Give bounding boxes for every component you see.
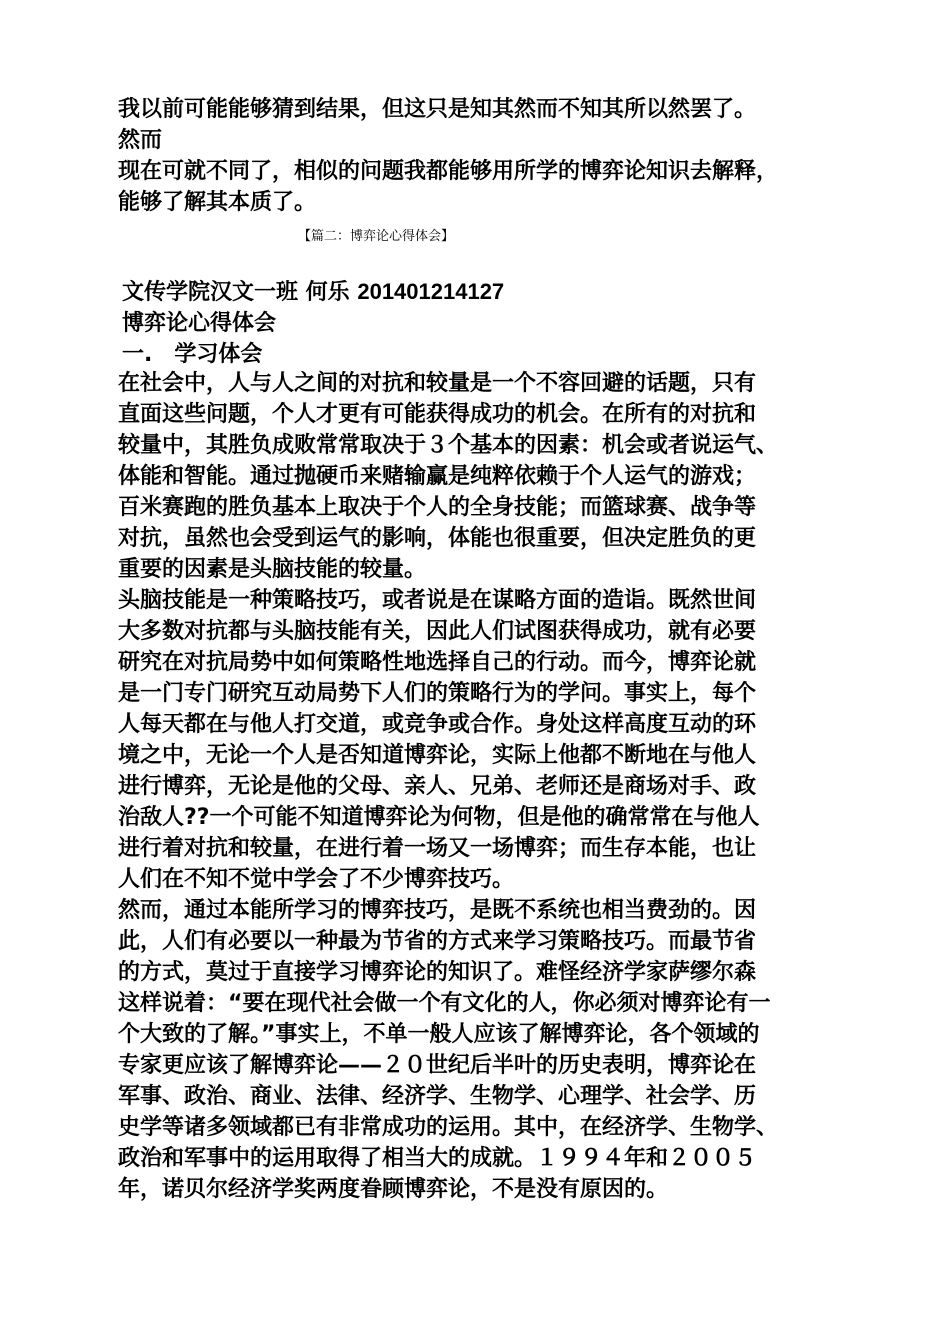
paragraph-line: 现在可就不同了，相似的问题我都能够用所学的博弈论知识去解释， <box>118 159 779 184</box>
body-line: 治敌人??一个可能不知道博弈论为何物，但是他的确常常在与他人 <box>118 805 760 830</box>
student-id: 201401214127 <box>357 279 505 304</box>
body-line: 人们在不知不觉中学会了不少博弈技巧。 <box>118 867 515 892</box>
author-line <box>118 276 838 308</box>
article-title: 博弈论心得体会 <box>122 311 277 336</box>
body-line: 在社会中，人与人之间的对抗和较量是一个不容回避的话题，只有 <box>118 371 757 396</box>
body-line: 政治和军事中的运用取得了相当大的成就。１９９４年和２００５ <box>118 1146 757 1171</box>
body-line: 对抗，虽然也会受到运气的影响，体能也很重要，但决定胜负的更 <box>118 526 757 551</box>
body-line: 年，诺贝尔经济学奖两度眷顾博弈论，不是没有原因的。 <box>118 1177 669 1202</box>
body-line: 直面这些问题，个人才更有可能获得成功的机会。在所有的对抗和 <box>118 402 757 427</box>
section-number: 一. <box>122 342 153 367</box>
body-line: 体能和智能。通过抛硬币来赌输赢是纯粹依赖于个人运气的游戏； <box>118 464 757 489</box>
body-line: 头脑技能是一种策略技巧，或者说是在谋略方面的造诣。既然世间 <box>118 588 757 613</box>
body-line: 境之中，无论一个人是否知道博弈论，实际上他都不断地在与他人 <box>118 743 757 768</box>
body-line: 然而，通过本能所学习的博弈技巧，是既不系统也相当费劲的。因 <box>118 898 757 923</box>
body-line: 大多数对抗都与头脑技能有关，因此人们试图获得成功，就有必要 <box>118 619 757 644</box>
body-line: 此，人们有必要以一种最为节省的方式来学习策略技巧。而最节省 <box>118 929 757 954</box>
body-line: 较量中，其胜负成败常常取决于３个基本的因素：机会或者说运气、 <box>118 433 779 458</box>
paragraph-line: 能够了解其本质了。 <box>118 190 317 215</box>
body-line: 重要的因素是头脑技能的较量。 <box>118 557 427 582</box>
paragraph-line: 我以前可能能够猜到结果，但这只是知其然而不知其所以然罢了。 <box>118 97 757 122</box>
section-title: 学习体会 <box>174 342 263 367</box>
body-line: 这样说着：“要在现代社会做一个有文化的人，你必须对博弈论有一 <box>118 991 771 1016</box>
body-line: 进行博弈，无论是他的父母、亲人、兄弟、老师还是商场对手、政 <box>118 774 757 799</box>
body-line: 人每天都在与他人打交道，或竞争或合作。身处这样高度互动的环 <box>118 712 757 737</box>
body-line: 是一门专门研究互动局势下人们的策略行为的学问。事实上，每个 <box>118 681 757 706</box>
section-heading <box>118 339 838 370</box>
article-header <box>118 276 838 370</box>
body-line: 史学等诸多领域都已有非常成功的运用。其中，在经济学、生物学、 <box>118 1115 779 1140</box>
body-line: 研究在对抗局势中如何策略性地选择自己的行动。而今，博弈论就 <box>118 650 757 675</box>
body-line: 专家更应该了解博弈论——２０世纪后半叶的历史表明，博弈论在 <box>118 1053 757 1078</box>
body-line: 个大致的了解。”事实上，不单一般人应该了解博弈论，各个领域的 <box>118 1022 760 1047</box>
section-caption: 【篇二：博弈论心得体会】 <box>298 229 455 244</box>
body-line: 的方式，莫过于直接学习博弈论的知识了。难怪经济学家萨缪尔森 <box>118 960 757 985</box>
paragraph-line: 然而 <box>118 128 163 153</box>
body-text <box>118 368 838 1205</box>
body-line: 百米赛跑的胜负基本上取决于个人的全身技能；而篮球赛、战争等 <box>118 495 757 520</box>
body-line: 军事、政治、商业、法律、经济学、生物学、心理学、社会学、历 <box>118 1084 757 1109</box>
body-line: 进行着对抗和较量，在进行着一场又一场博弈；而生存本能，也让 <box>118 836 757 861</box>
author-prefix: 文传学院汉文一班 何乐 <box>122 280 350 305</box>
top-paragraph <box>118 94 838 218</box>
